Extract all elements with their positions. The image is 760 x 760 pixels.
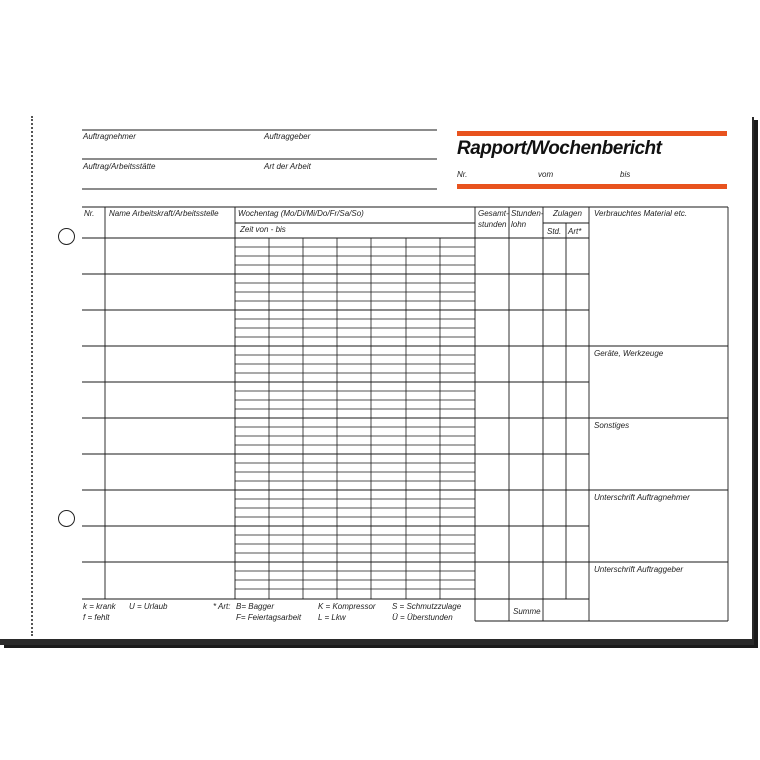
legend-kompressor: K = Kompressor [318, 602, 376, 611]
legend-schmutzzulage: S = Schmutzzulage [392, 602, 462, 611]
section-label-geraete: Geräte, Werkzeuge [594, 349, 664, 358]
field-label-auftrag-arbeitsstaette: Auftrag/Arbeitsstätte [83, 162, 156, 171]
col-header-std: Std. [547, 227, 562, 236]
section-label-sonstiges: Sonstiges [594, 421, 630, 430]
section-label-unterschrift-auftraggeber: Unterschrift Auftraggeber [594, 565, 684, 574]
meta-label-vom: vom [538, 170, 554, 179]
col-header-name: Name Arbeitskraft/Arbeitsstelle [109, 209, 219, 218]
form-title: Rapport/Wochenbericht [457, 138, 662, 159]
summe-label: Summe [513, 607, 541, 616]
legend-krank: k = krank [83, 602, 116, 611]
legend-feiertagsarbeit: F= Feiertagsarbeit [236, 613, 302, 622]
col-header-zulagen: Zulagen [553, 209, 582, 218]
col-header-wochentag: Wochentag (Mo/Di/Mi/Do/Fr/Sa/So) [238, 209, 364, 218]
field-label-auftraggeber: Auftraggeber [264, 132, 311, 141]
col-header-lohn-1: Stunden- [511, 209, 544, 218]
field-label-art-der-arbeit: Art der Arbeit [264, 162, 311, 171]
field-label-auftragnehmer: Auftragnehmer [83, 132, 136, 141]
meta-label-bis: bis [620, 170, 631, 179]
col-header-gesamt-1: Gesamt- [478, 209, 509, 218]
legend-urlaub: U = Urlaub [129, 602, 168, 611]
legend-art: * Art: [213, 602, 231, 611]
col-header-gesamt-2: stunden [478, 220, 507, 229]
meta-label-nr: Nr. [457, 170, 468, 179]
legend-ueberstunden: Ü = Überstunden [392, 613, 453, 622]
legend-bagger: B= Bagger [236, 602, 275, 611]
col-header-lohn-2: lohn [511, 220, 527, 229]
col-header-material: Verbrauchtes Material etc. [594, 209, 688, 218]
col-header-zeit: Zeit von - bis [240, 225, 286, 234]
col-header-nr: Nr. [84, 209, 95, 218]
legend-fehlt: f = fehlt [83, 613, 110, 622]
legend-lkw: L = Lkw [318, 613, 346, 622]
section-label-unterschrift-auftragnehmer: Unterschrift Auftragnehmer [594, 493, 690, 502]
col-header-art: Art* [568, 227, 582, 236]
